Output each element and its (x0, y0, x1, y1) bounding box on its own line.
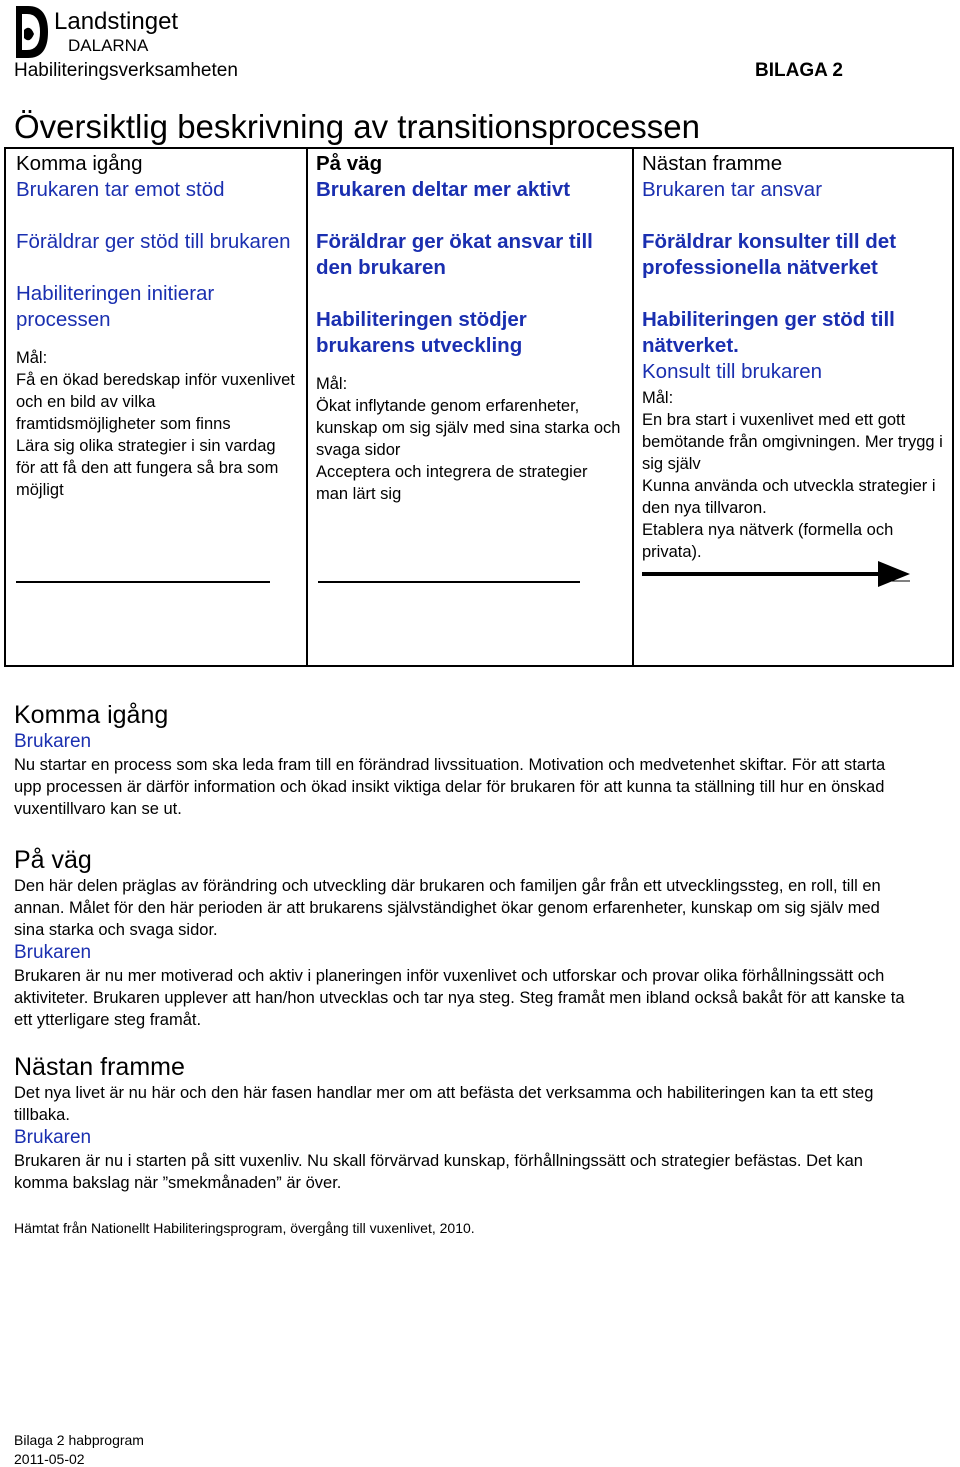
phase-user-role: Brukaren tar ansvar (642, 178, 823, 201)
phase-hab-role: Habiliteringen initierar processen (16, 282, 215, 331)
section-heading: På väg (14, 846, 92, 874)
section-text: Nu startar en process som ska leda fram till en förändrad livssituation. Motivation och medvetenhet skiftar. För att starta upp processen är därför information och ökad insikt viktiga delar för brukaren för att kunna ta ställning till hur en önskad vuxentillvaro kan se ut. (14, 756, 886, 818)
section-subheading: Brukaren (14, 942, 92, 963)
phase-parents-role: Föräldrar ger ökat ansvar till den brukaren (316, 230, 593, 279)
phase-column-pa-vag (306, 149, 634, 665)
phase-parents-role: Föräldrar konsulter till det professionella nätverket (642, 230, 897, 279)
footer-document-name: Bilaga 2 habprogram (14, 1432, 144, 1448)
section-heading: Komma igång (14, 701, 169, 729)
goal-item: Lära sig olika strategier i sin vardag för att få den att fungera så bra som möjligt (16, 437, 279, 499)
goal-label: Mål: (642, 389, 674, 407)
goal-label: Mål: (16, 349, 48, 367)
section-komma-igang (14, 700, 914, 820)
goal-item: Kunna använda och utveckla strategier i den nya tillvaron. (642, 477, 936, 517)
logo-text-dalarna: DALARNA (68, 36, 149, 55)
document-title: Översiktlig beskrivning av transitionsprocessen (14, 108, 700, 145)
phase-column-nastan-framme (632, 149, 952, 665)
goal-item: Ökat inflytande genom erfarenheter, kunskap om sig själv med sina starka och svaga sidor (316, 397, 621, 459)
landstinget-logo (14, 4, 179, 60)
phase-arrow-segment (318, 581, 580, 583)
section-text: Brukaren är nu i starten på sitt vuxenliv. Nu skall förvärvad kunskap, förhållningssätt och strategier befästas. Det kan komma bakslag när ”smekmånaden” är över. (14, 1152, 863, 1192)
section-text: Brukaren är nu mer motiverad och aktiv i planeringen inför vuxenlivet och utforskar och provar olika förhållningssätt och aktiviteter. Brukaren upplever att han/hon utvecklas och tar nya steg. Steg framåt men ibland också bakåt för att kanske ta ett ytterligare steg framåt. (14, 967, 905, 1029)
phase-parents-role: Föräldrar ger stöd till brukaren (16, 230, 291, 253)
phase-title: Komma igång (16, 152, 143, 175)
goal-item: Få en ökad beredskap inför vuxenlivet och en bild av vilka framtidsmöjligheter som finns (16, 371, 295, 433)
logo-text-landstinget: Landstinget (54, 8, 179, 35)
goal-item: Acceptera och integrera de strategier man lärt sig (316, 463, 588, 503)
phase-hab-role: Habiliteringen ger stöd till nätverket. (642, 308, 895, 357)
section-nastan-framme (14, 1052, 914, 1194)
source-note: Hämtat från Nationellt Habiliteringsprogram, övergång till vuxenlivet, 2010. (14, 1220, 475, 1236)
footer-date: 2011-05-02 (14, 1451, 85, 1467)
goal-label: Mål: (316, 375, 348, 393)
department-name: Habiliteringsverksamheten (14, 60, 238, 81)
phase-hab-extra: Konsult till brukaren (642, 360, 823, 383)
phase-column-komma-igang (6, 149, 308, 665)
section-text: Den här delen präglas av förändring och utveckling där brukaren och familjen går från ett utvecklingssteg, en roll, till en annan. Målet för den här perioden är att brukarens självständighet ökar genom erfarenheter, kunskap om sig själv med sina starka och svaga sidor. (14, 877, 881, 939)
section-subheading: Brukaren (14, 1127, 92, 1148)
section-pa-vag (14, 845, 914, 1031)
section-text: Det nya livet är nu här och den här fasen handlar mer om att befästa det verksamma och habiliteringen kan ta ett steg tillbaka. (14, 1084, 874, 1124)
transition-phases-table (4, 147, 954, 667)
phase-title: På väg (316, 152, 383, 175)
phase-title: Nästan framme (642, 152, 783, 175)
section-heading: Nästan framme (14, 1053, 185, 1081)
phase-arrow-segment (16, 581, 270, 583)
section-subheading: Brukaren (14, 731, 92, 752)
attachment-label: BILAGA 2 (755, 60, 843, 81)
phase-user-role: Brukaren deltar mer aktivt (316, 178, 571, 201)
arrow-right-icon (642, 559, 912, 589)
goal-item: En bra start i vuxenlivet med ett gott bemötande från omgivningen. Mer trygg i sig själv (642, 411, 943, 473)
goal-item: Etablera nya nätverk (formella och privata). (642, 521, 894, 561)
phase-hab-role: Habiliteringen stödjer brukarens utveckling (316, 308, 527, 357)
phase-user-role: Brukaren tar emot stöd (16, 178, 225, 201)
